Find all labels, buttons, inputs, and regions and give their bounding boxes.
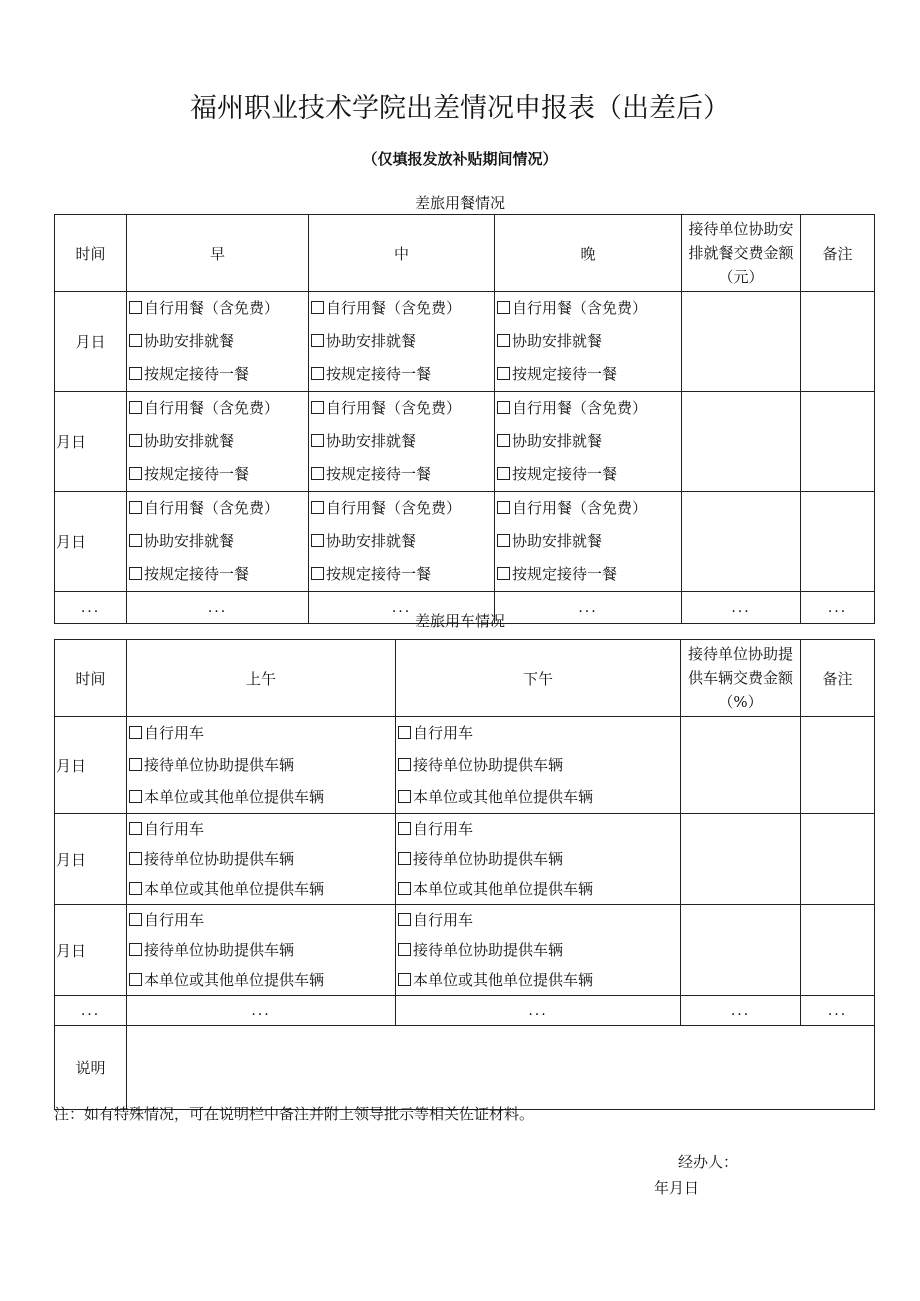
option-arranged-meal[interactable]: 协助安排就餐 (497, 325, 681, 358)
ellipsis: ... (396, 996, 681, 1026)
table-row (55, 814, 875, 905)
meals-caption: 差旅用餐情况 (414, 194, 505, 212)
option-arranged-meal[interactable]: 协助安排就餐 (129, 425, 308, 458)
checkbox-icon[interactable] (398, 758, 411, 771)
option-self-meal[interactable]: 自行用餐（含免费） (129, 292, 308, 325)
amount-cell[interactable] (681, 717, 801, 814)
vehicles-ellipsis-row (55, 996, 875, 1026)
ellipsis: ... (681, 996, 801, 1026)
vehicles-caption: 差旅用车情况 (414, 612, 505, 630)
lunch-options (309, 392, 495, 492)
option-host-vehicle[interactable]: 接待单位协助提供车辆 (398, 935, 680, 965)
ellipsis: ... (55, 996, 127, 1026)
checkbox-icon[interactable] (129, 334, 142, 347)
meals-header-breakfast: 早 (127, 215, 309, 292)
explanation-field[interactable] (127, 1026, 875, 1110)
checkbox-icon[interactable] (497, 434, 510, 447)
amount-cell[interactable] (681, 905, 801, 996)
option-host-vehicle[interactable]: 接待单位协助提供车辆 (129, 749, 395, 781)
checkbox-icon[interactable] (398, 882, 411, 895)
meals-header-row (55, 215, 875, 292)
meals-header-lunch: 中 (309, 215, 495, 292)
morning-options (127, 717, 396, 814)
vehicles-header-amount: 接待单位协助提供车辆交费金额（%） (681, 640, 801, 717)
option-hosted-meal[interactable]: 按规定接待一餐 (311, 458, 494, 491)
handler-date[interactable]: 年月日 (654, 1179, 700, 1197)
checkbox-icon[interactable] (129, 367, 142, 380)
vehicles-table (54, 639, 875, 1110)
checkbox-icon[interactable] (497, 501, 510, 514)
checkbox-icon[interactable] (129, 943, 142, 956)
checkbox-icon[interactable] (129, 882, 142, 895)
dinner-options (495, 292, 682, 392)
checkbox-icon[interactable] (497, 334, 510, 347)
option-hosted-meal[interactable]: 按规定接待一餐 (129, 458, 308, 491)
option-hosted-meal[interactable]: 按规定接待一餐 (497, 558, 681, 591)
ellipsis: ... (55, 592, 127, 624)
option-self-meal[interactable]: 自行用餐（含免费） (311, 292, 494, 325)
vehicles-header-row (55, 640, 875, 717)
remark-cell[interactable] (801, 717, 875, 814)
amount-cell[interactable] (681, 814, 801, 905)
checkbox-icon[interactable] (129, 913, 142, 926)
checkbox-icon[interactable] (129, 726, 142, 739)
option-hosted-meal[interactable]: 按规定接待一餐 (129, 358, 308, 391)
vehicles-header-time: 时间 (55, 640, 127, 717)
meals-header-time: 时间 (55, 215, 127, 292)
ellipsis: ... (682, 592, 801, 624)
option-hosted-meal[interactable]: 按规定接待一餐 (311, 558, 494, 591)
ellipsis: ... (801, 592, 875, 624)
option-self-vehicle[interactable]: 自行用车 (129, 814, 395, 844)
checkbox-icon[interactable] (129, 534, 142, 547)
table-row (55, 717, 875, 814)
checkbox-icon[interactable] (311, 567, 324, 580)
table-row (55, 905, 875, 996)
morning-options (127, 905, 396, 996)
remark-cell[interactable] (801, 814, 875, 905)
option-self-vehicle[interactable]: 自行用车 (129, 905, 395, 935)
explanation-row (55, 1026, 875, 1110)
checkbox-icon[interactable] (398, 822, 411, 835)
remark-cell[interactable] (801, 492, 875, 592)
option-host-vehicle[interactable]: 接待单位协助提供车辆 (129, 935, 395, 965)
checkbox-icon[interactable] (398, 913, 411, 926)
option-self-meal[interactable]: 自行用餐（含免费） (497, 492, 681, 525)
option-self-vehicle[interactable]: 自行用车 (129, 717, 395, 749)
lunch-options (309, 292, 495, 392)
meals-table (54, 214, 875, 624)
checkbox-icon[interactable] (398, 790, 411, 803)
meals-header-dinner: 晚 (495, 215, 682, 292)
ellipsis: ... (495, 592, 682, 624)
table-row (55, 392, 875, 492)
option-hosted-meal[interactable]: 按规定接待一餐 (311, 358, 494, 391)
checkbox-icon[interactable] (497, 567, 510, 580)
checkbox-icon[interactable] (129, 973, 142, 986)
option-self-meal[interactable]: 自行用餐（含免费） (497, 392, 681, 425)
table-row (55, 292, 875, 392)
checkbox-icon[interactable] (129, 434, 142, 447)
option-arranged-meal[interactable]: 协助安排就餐 (311, 425, 494, 458)
remark-cell[interactable] (801, 392, 875, 492)
checkbox-icon[interactable] (129, 567, 142, 580)
vehicles-header-remark: 备注 (801, 640, 875, 717)
option-other-vehicle[interactable]: 本单位或其他单位提供车辆 (129, 781, 395, 813)
afternoon-options (396, 814, 681, 905)
row-date[interactable]: 月日 (55, 717, 127, 814)
checkbox-icon[interactable] (497, 367, 510, 380)
option-other-vehicle[interactable]: 本单位或其他单位提供车辆 (398, 874, 680, 904)
ellipsis: ... (127, 996, 396, 1026)
ellipsis: ... (801, 996, 875, 1026)
ellipsis: ... (309, 592, 495, 624)
checkbox-icon[interactable] (311, 334, 324, 347)
option-self-meal[interactable]: 自行用餐（含免费） (129, 492, 308, 525)
checkbox-icon[interactable] (129, 758, 142, 771)
checkbox-icon[interactable] (129, 790, 142, 803)
checkbox-icon[interactable] (398, 973, 411, 986)
option-arranged-meal[interactable]: 协助安排就餐 (497, 425, 681, 458)
dinner-options (495, 492, 682, 592)
checkbox-icon[interactable] (311, 434, 324, 447)
remark-cell[interactable] (801, 292, 875, 392)
lunch-options (309, 492, 495, 592)
checkbox-icon[interactable] (497, 534, 510, 547)
row-date[interactable]: 月日 (55, 492, 127, 592)
amount-cell[interactable] (682, 292, 801, 392)
checkbox-icon[interactable] (398, 852, 411, 865)
vehicles-header-afternoon: 下午 (396, 640, 681, 717)
row-date[interactable]: 月日 (55, 814, 127, 905)
checkbox-icon[interactable] (129, 467, 142, 480)
breakfast-options (127, 492, 309, 592)
explanation-label: 说明 (55, 1026, 127, 1110)
option-arranged-meal[interactable]: 协助安排就餐 (129, 325, 308, 358)
row-date[interactable]: 月日 (55, 292, 127, 392)
option-arranged-meal[interactable]: 协助安排就餐 (311, 325, 494, 358)
row-date[interactable]: 月日 (55, 905, 127, 996)
option-self-meal[interactable]: 自行用餐（含免费） (311, 492, 494, 525)
option-host-vehicle[interactable]: 接待单位协助提供车辆 (398, 749, 680, 781)
dinner-options (495, 392, 682, 492)
afternoon-options (396, 905, 681, 996)
footnote: 注：如有特殊情况，可在说明栏中备注并附上领导批示等相关佐证材料。 (54, 1105, 535, 1123)
option-self-vehicle[interactable]: 自行用车 (398, 717, 680, 749)
page-subtitle: （仅填报发放补贴期间情况） (362, 150, 558, 168)
checkbox-icon[interactable] (311, 467, 324, 480)
option-arranged-meal[interactable]: 协助安排就餐 (129, 525, 308, 558)
option-arranged-meal[interactable]: 协助安排就餐 (497, 525, 681, 558)
afternoon-options (396, 717, 681, 814)
option-self-meal[interactable]: 自行用餐（含免费） (311, 392, 494, 425)
option-hosted-meal[interactable]: 按规定接待一餐 (497, 358, 681, 391)
vehicles-header-morning: 上午 (127, 640, 396, 717)
meals-header-remark: 备注 (801, 215, 875, 292)
checkbox-icon[interactable] (311, 534, 324, 547)
breakfast-options (127, 292, 309, 392)
option-other-vehicle[interactable]: 本单位或其他单位提供车辆 (398, 965, 680, 995)
checkbox-icon[interactable] (129, 822, 142, 835)
checkbox-icon[interactable] (497, 401, 510, 414)
option-self-vehicle[interactable]: 自行用车 (398, 905, 680, 935)
remark-cell[interactable] (801, 905, 875, 996)
option-other-vehicle[interactable]: 本单位或其他单位提供车辆 (398, 781, 680, 813)
checkbox-icon[interactable] (129, 501, 142, 514)
option-self-vehicle[interactable]: 自行用车 (398, 814, 680, 844)
checkbox-icon[interactable] (398, 943, 411, 956)
page-title: 福州职业技术学院出差情况申报表（出差后） (190, 93, 730, 124)
table-row (55, 492, 875, 592)
option-other-vehicle[interactable]: 本单位或其他单位提供车辆 (129, 965, 395, 995)
option-arranged-meal[interactable]: 协助安排就餐 (311, 525, 494, 558)
breakfast-options (127, 392, 309, 492)
checkbox-icon[interactable] (129, 401, 142, 414)
checkbox-icon[interactable] (311, 501, 324, 514)
checkbox-icon[interactable] (129, 852, 142, 865)
checkbox-icon[interactable] (311, 367, 324, 380)
checkbox-icon[interactable] (129, 301, 142, 314)
option-self-meal[interactable]: 自行用餐（含免费） (497, 292, 681, 325)
checkbox-icon[interactable] (497, 467, 510, 480)
option-self-meal[interactable]: 自行用餐（含免费） (129, 392, 308, 425)
checkbox-icon[interactable] (311, 401, 324, 414)
option-host-vehicle[interactable]: 接待单位协助提供车辆 (398, 844, 680, 874)
option-host-vehicle[interactable]: 接待单位协助提供车辆 (129, 844, 395, 874)
amount-cell[interactable] (682, 392, 801, 492)
amount-cell[interactable] (682, 492, 801, 592)
checkbox-icon[interactable] (311, 301, 324, 314)
handler-label: 经办人： (678, 1153, 739, 1171)
option-other-vehicle[interactable]: 本单位或其他单位提供车辆 (129, 874, 395, 904)
meals-header-amount: 接待单位协助安排就餐交费金额（元） (682, 215, 801, 292)
checkbox-icon[interactable] (497, 301, 510, 314)
morning-options (127, 814, 396, 905)
row-date[interactable]: 月日 (55, 392, 127, 492)
ellipsis: ... (127, 592, 309, 624)
checkbox-icon[interactable] (398, 726, 411, 739)
option-hosted-meal[interactable]: 按规定接待一餐 (497, 458, 681, 491)
option-hosted-meal[interactable]: 按规定接待一餐 (129, 558, 308, 591)
